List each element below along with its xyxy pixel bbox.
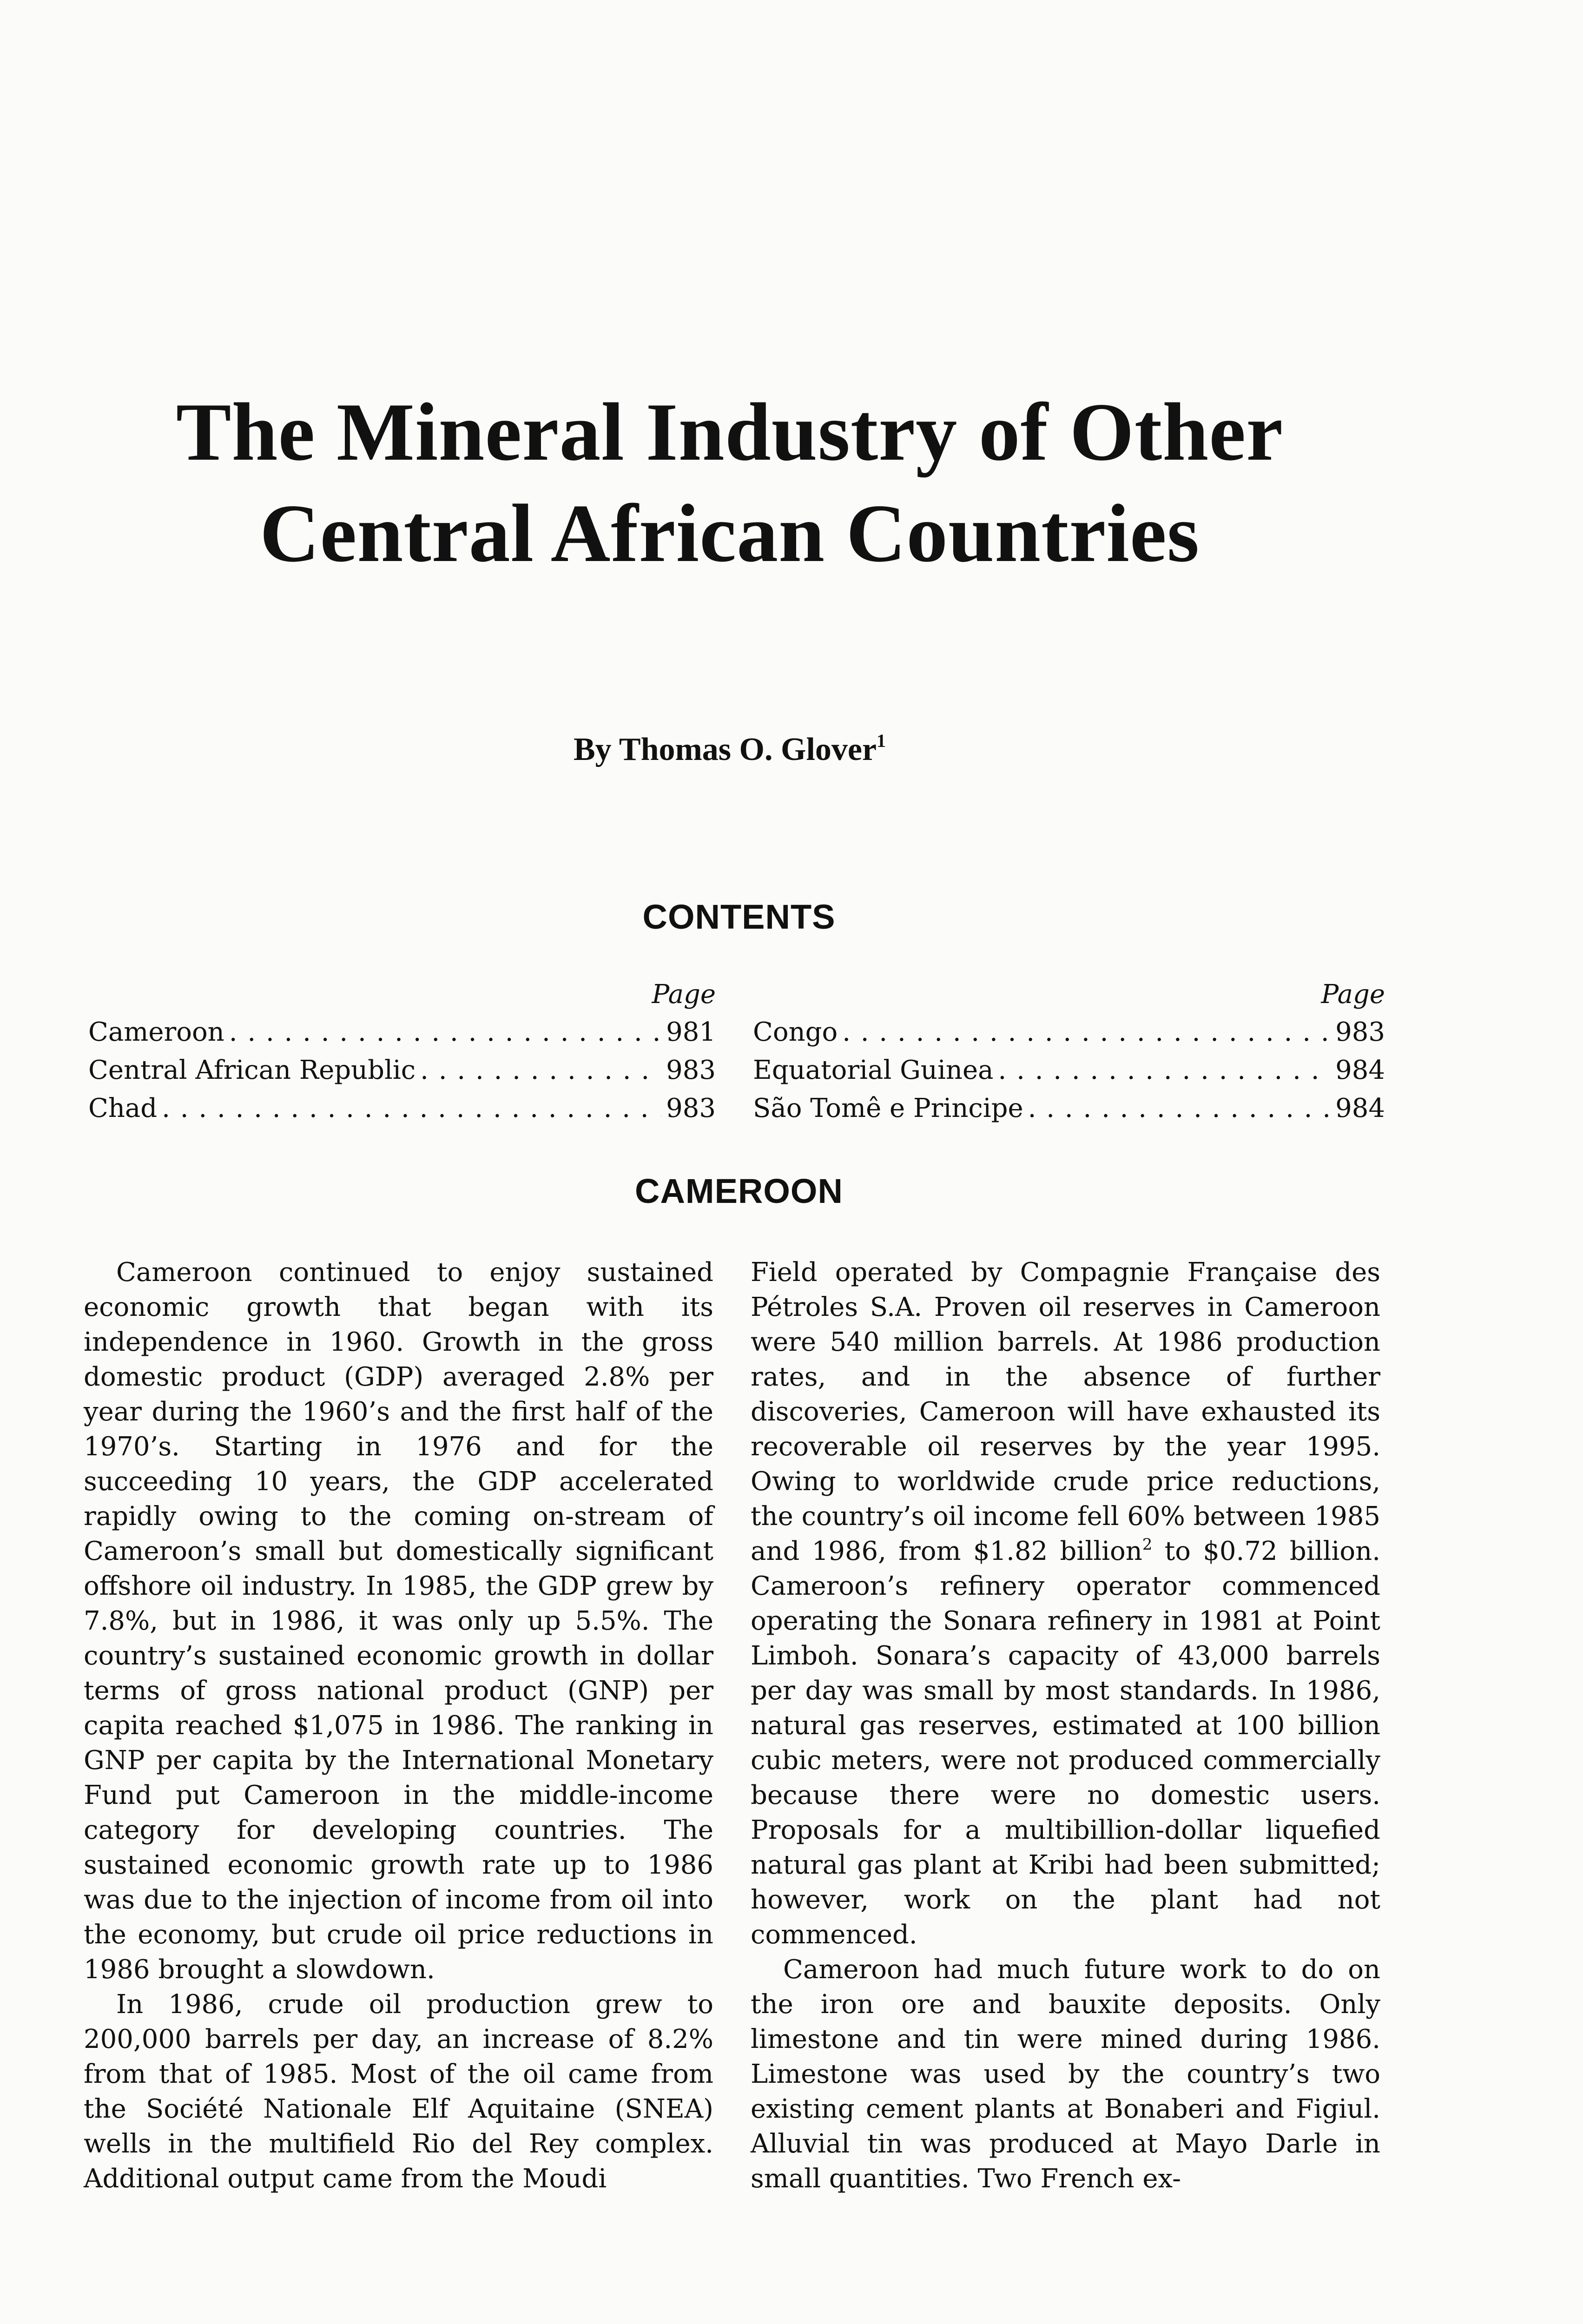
toc-entry-cameroon[interactable] bbox=[88, 1013, 716, 1051]
toc-page: 983 bbox=[666, 1055, 716, 1085]
body-column-right bbox=[751, 1255, 1380, 2196]
page-column-label: Page bbox=[652, 979, 716, 1010]
paragraph-text: to $0.72 billion. Cameroon’s refinery operator commenced operating the Sonara refinery in 1981 at Point Limboh. Sonara’s capacity of 43,000 barrels per day was small by most standards. In 1986, natural gas reserves, estimated at 100 billion cubic meters, were not produced commercially because there were no domestic users. Proposals for a multibillion-dollar liquefied natural gas plant at Kribi had been submitted; however, work on the plant had not commenced. bbox=[751, 1536, 1380, 1950]
leader-dots bbox=[842, 1013, 1331, 1051]
leader-dots bbox=[1028, 1089, 1331, 1128]
toc-entry-chad[interactable] bbox=[88, 1089, 716, 1128]
toc-label: Central African Republic bbox=[88, 1055, 416, 1085]
toc-entry-equatorial-guinea[interactable] bbox=[753, 1051, 1385, 1089]
body-column-left bbox=[84, 1255, 713, 2196]
leader-dots bbox=[420, 1051, 661, 1089]
toc-label: Equatorial Guinea bbox=[753, 1055, 994, 1085]
toc-entry-sao-tome-e-principe[interactable] bbox=[753, 1089, 1385, 1128]
footnote-mark: 2 bbox=[1142, 1535, 1153, 1554]
paragraph: Cameroon had much future work to do on the iron ore and bauxite deposits. Only limestone and tin were mined during 1986. Limestone was used by the country’s two existing cement plants at Bonaberi and Figiul. Alluvial tin was produced at Mayo Darle in small quantities. Two French ex- bbox=[751, 1954, 1380, 2194]
leader-dots bbox=[162, 1089, 661, 1128]
contents-right-column bbox=[753, 976, 1385, 1128]
toc-page: 984 bbox=[1335, 1093, 1385, 1123]
toc-label: São Tomê e Principe bbox=[753, 1093, 1023, 1123]
paragraph-text: Field operated by Compagnie Française des Pétroles S.A. Proven oil reserves in Cameroon were 540 million barrels. At 1986 production rates, and in the absence of further discoveries, Cameroon will have exhausted its recoverable oil reserves by the year 1995. Owing to worldwide crude price reductions, the country’s oil income fell 60% between 1985 and 1986, from $1.82 billion bbox=[751, 1257, 1380, 1566]
toc-label: Cameroon bbox=[88, 1017, 224, 1047]
toc-entry-central-african-republic[interactable] bbox=[88, 1051, 716, 1089]
toc-page: 981 bbox=[666, 1017, 716, 1047]
paragraph: Cameroon continued to enjoy sustained economic growth that began with its independence in 1960. Growth in the gross domestic product (GDP) averaged 2.8% per year during the 1960’s and the first half of the 1970’s. Starting in 1976 and for the succeeding 10 years, the GDP accelerated rapidly owing to the coming on-stream of Cameroon’s small but domestically significant offshore oil industry. In 1985, the GDP grew by 7.8%, but in 1986, it was only up 5.5%. The country’s sustained economic growth in dollar terms of gross national product (GNP) per capita reached $1,075 in 1986. The ranking in GNP per capita by the International Monetary Fund put Cameroon in the middle-income category for developing countries. The sustained economic growth rate up to 1986 was due to the injection of income from oil into the economy, but crude oil price reductions in 1986 brought a slowdown. bbox=[84, 1257, 713, 1985]
toc-page: 983 bbox=[666, 1093, 716, 1123]
cameroon-heading: CAMEROON bbox=[635, 1172, 843, 1210]
toc-label: Chad bbox=[88, 1093, 158, 1123]
author-name: By Thomas O. Glover bbox=[573, 732, 877, 767]
toc-label: Congo bbox=[753, 1017, 838, 1047]
toc-page: 984 bbox=[1335, 1055, 1385, 1085]
paragraph bbox=[751, 1255, 1380, 1952]
leader-dots bbox=[998, 1051, 1331, 1089]
paragraph: In 1986, crude oil production grew to 200,000 barrels per day, an increase of 8.2% from that of 1985. Most of the oil came from the Société Nationale Elf Aquitaine (SNEA) wells in the multifield Rio del Rey complex. Additional output came from the Moudi bbox=[84, 1989, 713, 2194]
author-footnote-mark: 1 bbox=[877, 730, 886, 751]
byline bbox=[139, 730, 1320, 768]
page-column-label: Page bbox=[1321, 979, 1385, 1010]
contents-left-column bbox=[88, 976, 716, 1128]
leader-dots bbox=[229, 1013, 661, 1051]
toc-entry-congo[interactable] bbox=[753, 1013, 1385, 1051]
article-title: The Mineral Industry of Other Central African Countries bbox=[176, 386, 1284, 579]
contents-heading: CONTENTS bbox=[642, 898, 836, 936]
toc-page: 983 bbox=[1335, 1017, 1385, 1047]
